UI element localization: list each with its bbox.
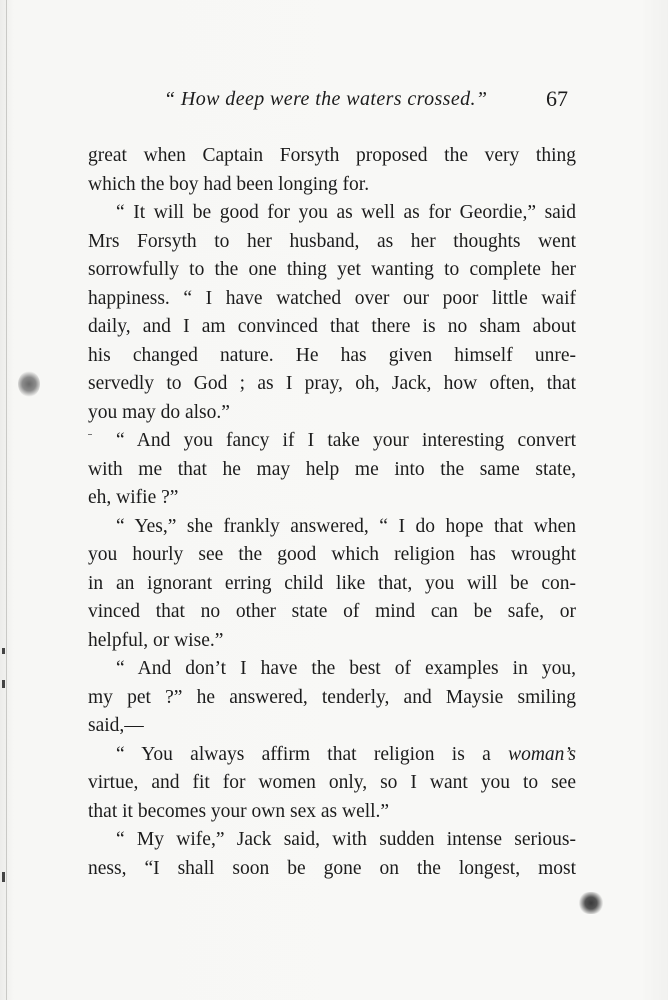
text-line: “ And don’t I have the best of examples in you,	[116, 658, 576, 679]
page-number: 67	[546, 86, 568, 111]
text-line: ness, “I shall soon be gone on the longest, most	[88, 857, 576, 879]
text-line: my pet ?” he answered, tenderly, and Maysie smiling	[88, 686, 576, 708]
text-line: “ And you fancy if I take your interesting convert	[116, 430, 576, 451]
ink-blot	[578, 892, 604, 914]
text-line: said,—	[88, 715, 144, 736]
text-span: “ You always affirm that religion is a	[116, 743, 509, 765]
text-line	[88, 741, 576, 770]
margin-mark	[2, 680, 5, 688]
page-header	[0, 88, 668, 118]
text-line: which the boy had been longing for.	[88, 173, 370, 195]
text-line: great when Captain Forsyth proposed the very thing	[88, 145, 576, 166]
text-line: servedly to God ; as I pray, oh, Jack, how often, that	[88, 373, 576, 394]
text-line: vinced that no other state of mind can be safe, or	[88, 601, 576, 622]
italic-word: woman’s	[508, 743, 576, 765]
text-line: happiness. “ I have watched over our poor little waif	[88, 287, 576, 309]
text-line: you hourly see the good which religion has wrought	[88, 544, 576, 565]
text-line: in an ignorant erring child like that, you will be con-	[88, 572, 576, 594]
text-line: sorrowfully to the one thing yet wanting to complete her	[88, 259, 576, 280]
text-line: “ Yes,” she frankly answered, “ I do hope that when	[116, 515, 576, 537]
ink-blot	[18, 371, 40, 397]
text-line: “ My wife,” Jack said, with sudden intense serious-	[116, 829, 576, 850]
margin-mark	[2, 872, 5, 882]
body-text	[88, 142, 576, 883]
text-line: that it becomes your own sex as well.”	[88, 800, 390, 822]
text-line: Mrs Forsyth to her husband, as her thoughts went	[88, 230, 576, 252]
text-line: his changed nature. He has given himself unre-	[88, 344, 576, 366]
text-line: virtue, and fit for women only, so I want you to see	[88, 772, 576, 793]
page-edge-line	[6, 0, 7, 1000]
text-line: with me that he may help me into the same state,	[88, 458, 576, 480]
text-line: “ It will be good for you as well as for Geordie,” said	[116, 202, 576, 223]
text-line: helpful, or wise.”	[88, 629, 224, 651]
text-line: eh, wifie ?”	[88, 487, 179, 508]
running-head: “ How deep were the waters crossed.”	[164, 88, 488, 110]
text-line: daily, and I am convinced that there is no sham about	[88, 316, 576, 337]
margin-mark	[2, 648, 5, 654]
text-line: you may do also.”	[88, 401, 230, 423]
